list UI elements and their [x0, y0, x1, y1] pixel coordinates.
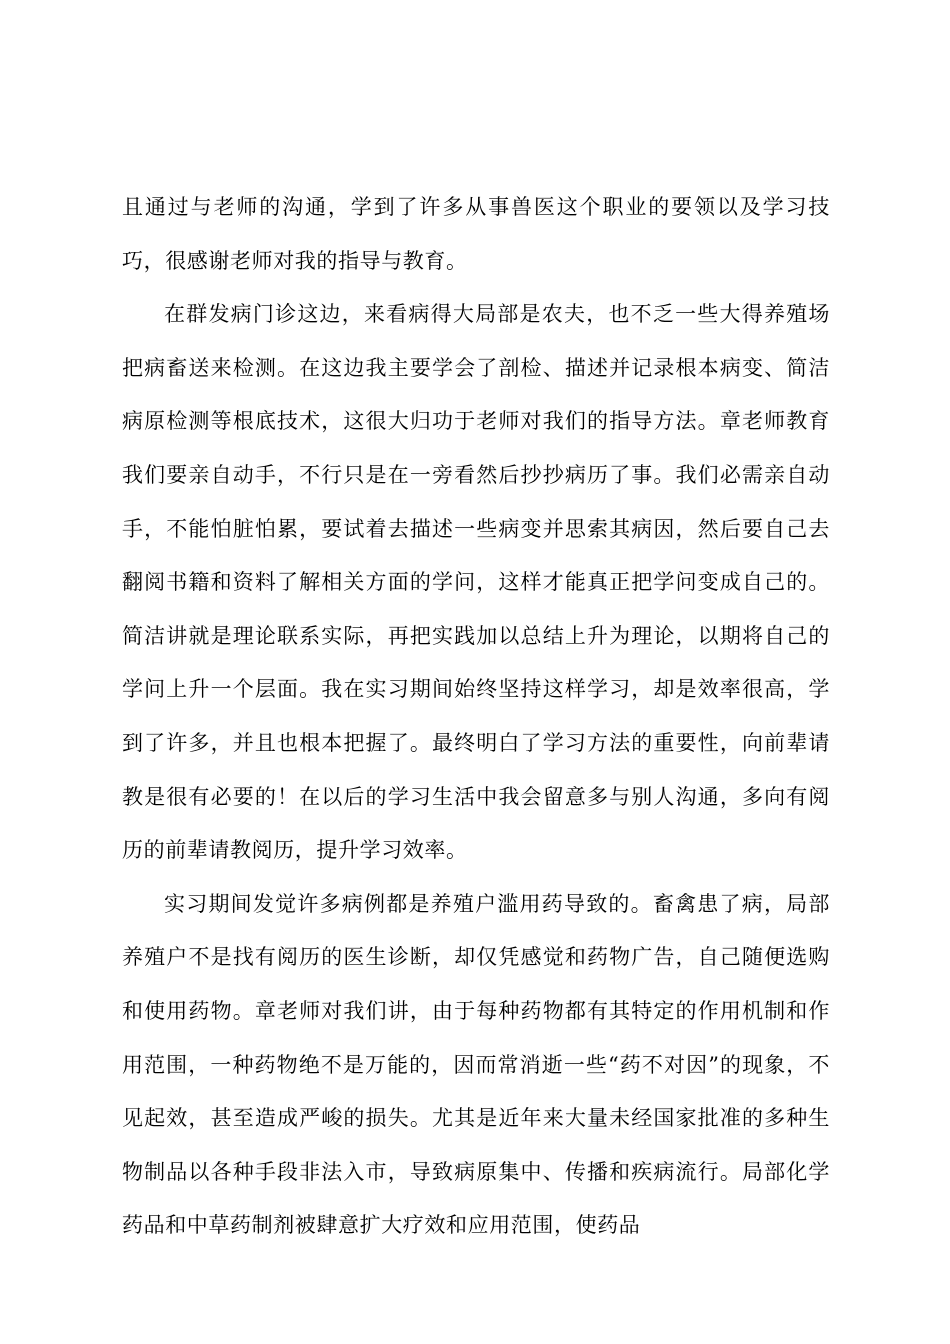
paragraph-2: 在群发病门诊这边，来看病得大局部是农夫，也不乏一些大得养殖场把病畜送来检测。在这边我主要学会了剖检、描述并记录根本病变、简洁病原检测等根底技术，这很大归功于老师对我们的指导方法。章老师教育我们要亲自动手，不行只是在一旁看然后抄抄病历了事。我们必需亲自动手，不能怕脏怕累，要试着去描述一些病变并思索其病因，然后要自己去翻阅书籍和资料了解相关方面的学问，这样才能真正把学问变成自己的。简洁讲就是理论联系实际，再把实践加以总结上升为理论，以期将自己的学问上升一个层面。我在实习期间始终坚持这样学习，却是效率很高，学到了许多，并且也根本把握了。最终明白了学习方法的重要性，向前辈请教是很有必要的！在以后的学习生活中我会留意多与别人沟通，多向有阅历的前辈请教阅历，提升学习效率。: [122, 302, 830, 863]
paragraph-1: 且通过与老师的沟通，学到了许多从事兽医这个职业的要领以及学习技巧，很感谢老师对我的指导与教育。: [122, 195, 830, 273]
paragraph-3: 实习期间发觉许多病例都是养殖户滥用药导致的。畜禽患了病，局部养殖户不是找有阅历的医生诊断，却仅凭感觉和药物广告，自己随便选购和使用药物。章老师对我们讲，由于每种药物都有其特定的作用机制和作用范围，一种药物绝不是万能的，因而常消逝一些“药不对因”的现象，不见起效，甚至造成严峻的损失。尤其是近年来大量未经国家批准的多种生物制品以各种手段非法入市，导致病原集中、传播和疾病流行。局部化学药品和中草药制剂被肆意扩大疗效和应用范围，使药品: [122, 891, 830, 1238]
body-text: [122, 181, 830, 1253]
